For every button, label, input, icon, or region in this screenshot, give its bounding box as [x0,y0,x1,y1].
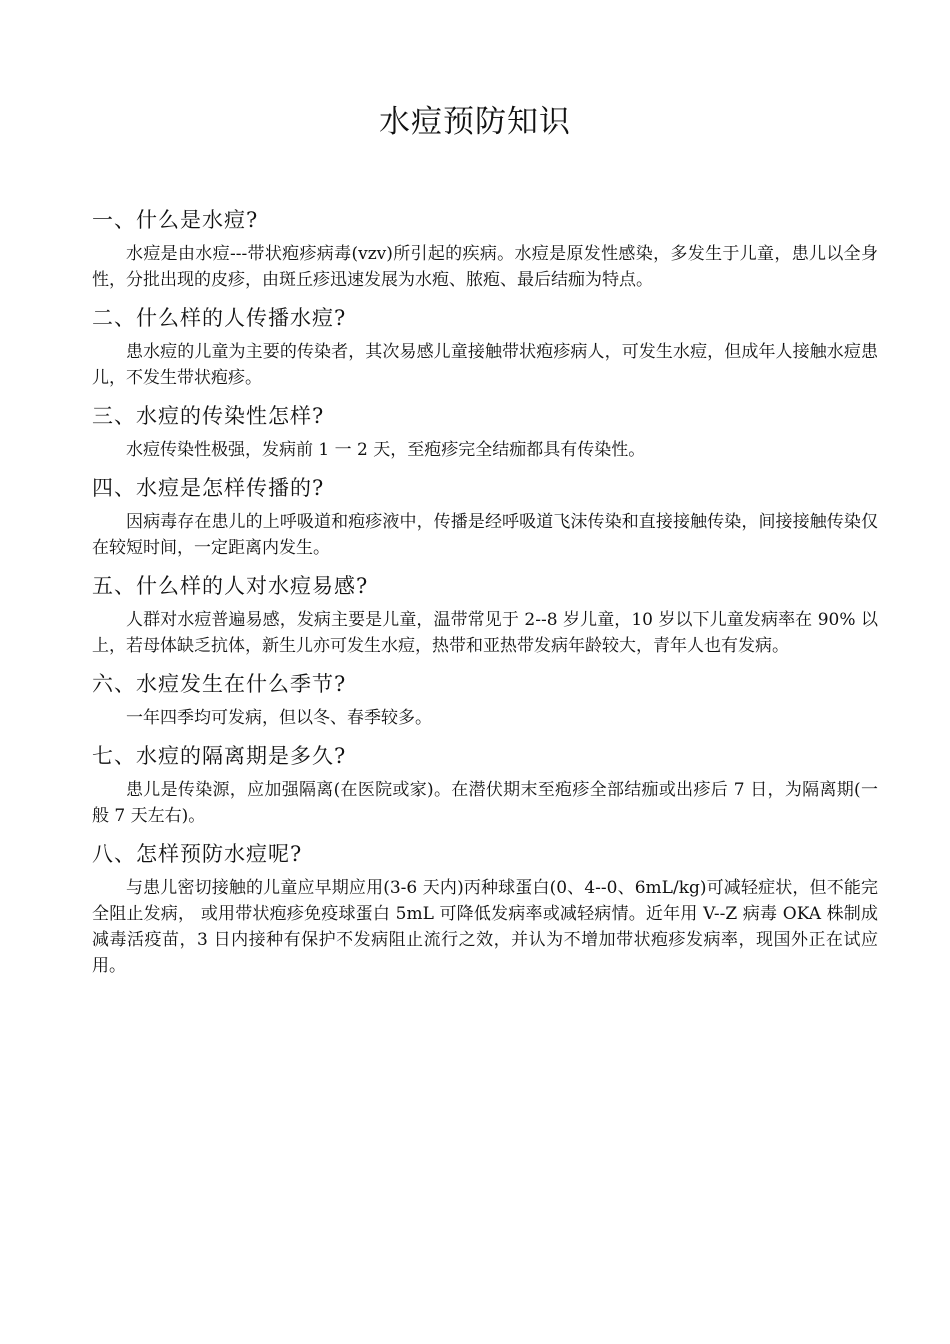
section-heading: 三、水痘的传染性怎样? [92,404,325,428]
section-susceptibility [92,571,878,659]
section-heading: 四、水痘是怎样传播的? [92,476,325,500]
section-isolation-period [92,741,878,829]
section-heading: 六、水痘发生在什么季节? [92,672,347,696]
section-paragraph: 因病毒存在患儿的上呼吸道和疱疹液中，传播是经呼吸道飞沫传染和直接接触传染，间接接触传染仅在较短时间，一定距离内发生。 [92,512,878,558]
section-paragraph: 患水痘的儿童为主要的传染者，其次易感儿童接触带状疱疹病人，可发生水痘，但成年人接触水痘患儿，不发生带状疱疹。 [92,342,878,388]
section-who-spreads [92,303,878,391]
section-paragraph: 一年四季均可发病，但以冬、春季较多。 [126,708,432,728]
section-paragraph: 人群对水痘普遍易感，发病主要是儿童，温带常见于 2--8 岁儿童，10 岁以下儿童发病率在 90% 以上，若母体缺乏抗体，新生儿亦可发生水痘，热带和亚热带发病年龄较大，青年人也有发病。 [92,610,878,656]
section-prevention [92,839,878,979]
section-heading: 五、什么样的人对水痘易感? [92,574,369,598]
section-contagiousness [92,401,878,463]
document-title: 水痘预防知识 [379,104,571,140]
section-paragraph: 患儿是传染源，应加强隔离(在医院或家)。在潜伏期末至疱疹全部结痂或出疹后 7 日，为隔离期(一般 7 天左右)。 [92,780,878,826]
section-heading: 七、水痘的隔离期是多久? [92,744,347,768]
section-what-is-chickenpox [92,205,878,293]
section-heading: 一、什么是水痘? [92,208,259,232]
document-body [92,205,878,989]
section-paragraph: 与患儿密切接触的儿童应早期应用(3-6 天内)丙种球蛋白(0、4--0、6mL/kg)可减轻症状，但不能完全阻止发病， 或用带状疱疹免疫球蛋白 5mL 可降低发病率或减轻病情。近年用 V--Z 病毒 OKA 株制成减毒活疫苗，3 日内接种有保护不发病阻止流行之效，并认为不增加带状疱疹发病率，现国外正在试应用。 [92,878,878,976]
section-heading: 二、什么样的人传播水痘? [92,306,347,330]
section-transmission [92,473,878,561]
section-season [92,669,878,731]
section-paragraph: 水痘传染性极强，发病前 1 一 2 天，至疱疹完全结痂都具有传染性。 [126,440,646,460]
section-heading: 八、怎样预防水痘呢? [92,842,303,866]
section-paragraph: 水痘是由水痘---带状疱疹病毒(vzv)所引起的疾病。水痘是原发性感染，多发生于儿童，患儿以全身性，分批出现的皮疹，由斑丘疹迅速发展为水疱、脓疱、最后结痂为特点。 [92,244,878,290]
